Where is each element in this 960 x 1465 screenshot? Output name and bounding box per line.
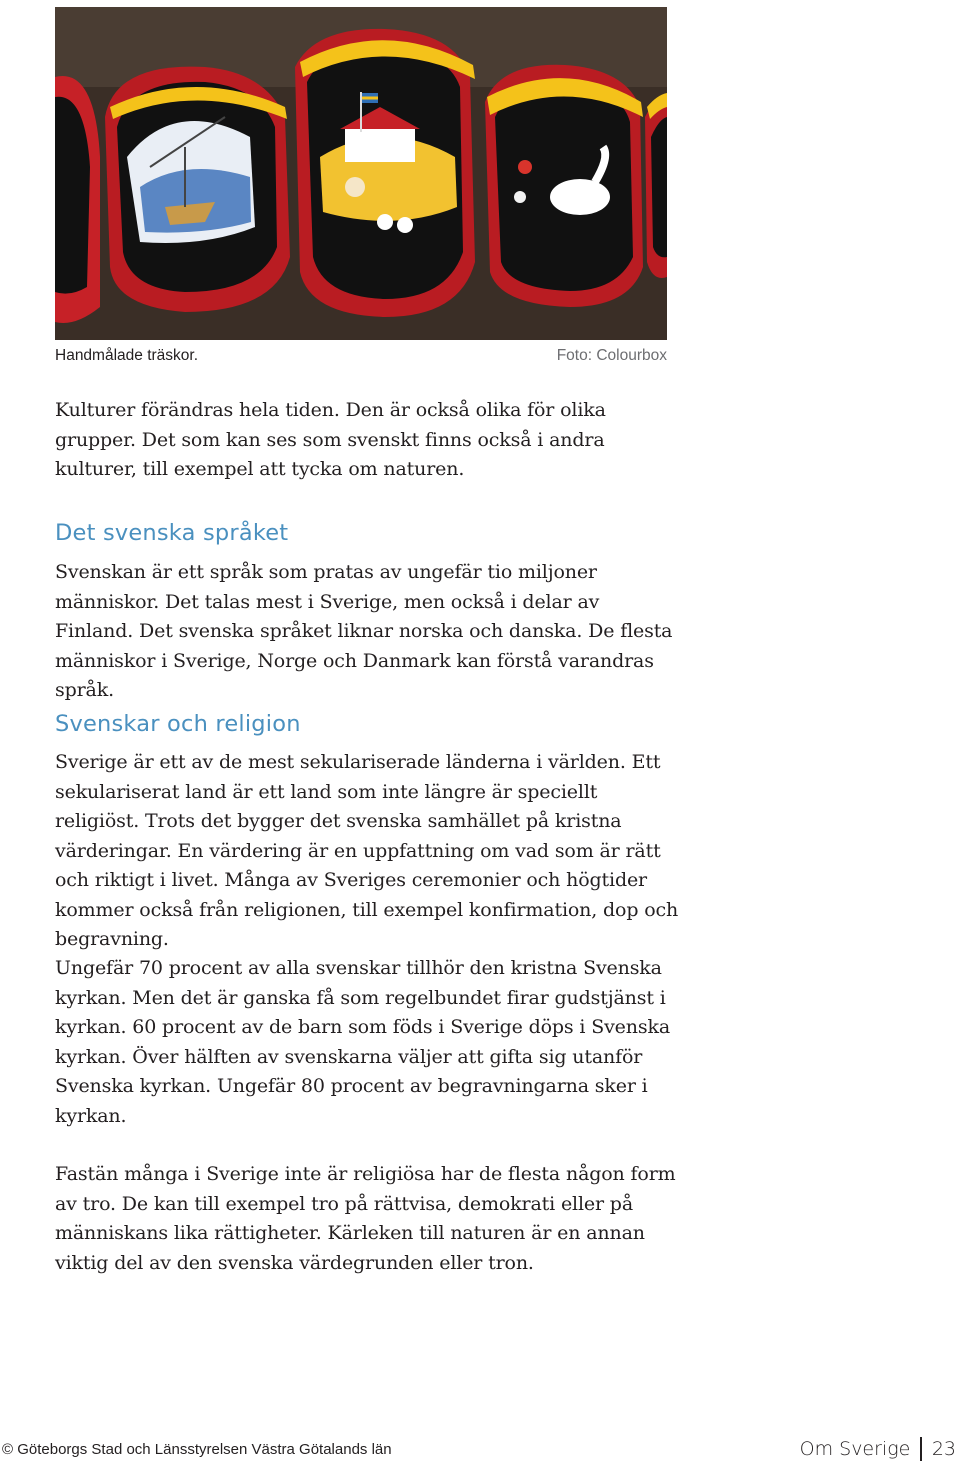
photo-caption-row: [55, 347, 667, 369]
paragraph-religion-3: Fastän många i Sverige inte är religiösa har de flesta någon form av tro. De kan till exempel tro på rättvisa, demokrati eller på människans lika rättigheter. Kärleken till naturen är en annan viktig del av den svenska värdegrunden eller tron.: [55, 1163, 676, 1274]
photo-caption: Handmålade träskor.: [55, 347, 199, 364]
footer-divider: [920, 1437, 922, 1461]
footer-page-info: [800, 1436, 956, 1462]
footer-book-title: Om Sverige: [799, 1438, 911, 1460]
page-number: 23: [931, 1438, 956, 1460]
paragraph-religion-2: Ungefär 70 procent av alla svenskar tillhör den kristna Svenska kyrkan. Men det är ganska få som regelbundet firar gudstjänst i kyrkan. 60 procent av de barn som föds i Sverige döps i Svenska kyrkan. Över hälften av svenskarna väljer att gifta sig utanför Svenska kyrkan. Ungefär 80 procent av begravningarna sker i kyrkan.: [55, 957, 671, 1127]
section-heading-religion: Svenskar och religion: [55, 711, 301, 737]
paragraph-religion-1: Sverige är ett av de mest sekulariserade länderna i världen. Ett sekulariserat land är ett land som inte längre är speciellt religiöst. Trots det bygger det svenska samhället på kristna värderingar. En värdering är en uppfattning om vad som är rätt och riktigt i livet. Många av Sveriges ceremonier och högtider kommer också från religionen, till exempel konfirmation, dop och begravning.: [55, 751, 679, 950]
paragraph-language: Svenskan är ett språk som pratas av ungefär tio miljoner människor. Det talas mest i Sverige, men också i delar av Finland. Det svenska språket liknar norska och danska. De flesta människor i Sverige, Norge och Danmark kan förstå varandras språk.: [55, 561, 673, 701]
footer-copyright: © Göteborgs Stad och Länsstyrelsen Västra Götalands län: [2, 1441, 392, 1458]
section-heading-language: Det svenska språket: [55, 520, 289, 546]
painted-clogs-photo: [55, 7, 667, 340]
photo-credit: Foto: Colourbox: [556, 347, 667, 364]
intro-paragraph: Kulturer förändras hela tiden. Den är också olika för olika grupper. Det som kan ses som svenskt finns också i andra kulturer, till exempel att tycka om naturen.: [55, 399, 606, 480]
